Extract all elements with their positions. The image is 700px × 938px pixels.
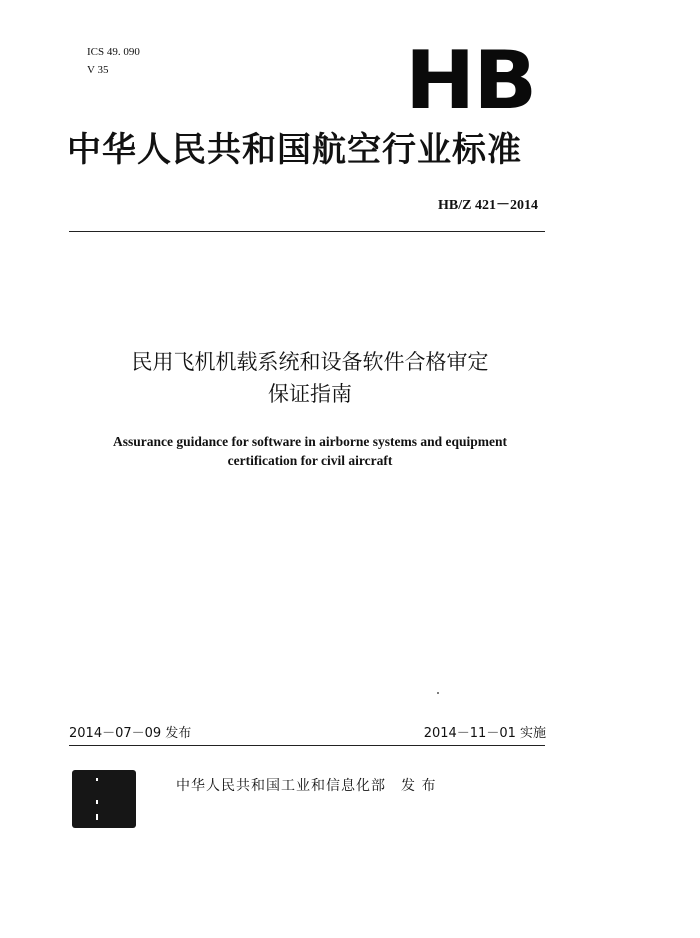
title-en-line2: certification for civil aircraft: [227, 453, 393, 468]
barcode-image: [72, 770, 136, 828]
class-code: V 35: [87, 64, 109, 76]
barcode-mark: [96, 800, 98, 804]
ics-code: ICS 49. 090: [87, 46, 140, 58]
bottom-divider: [69, 745, 545, 746]
hb-logo: HB: [405, 34, 536, 127]
standard-number: HB/Z 421－2014: [438, 198, 538, 213]
top-divider: [69, 231, 545, 232]
barcode-mark: [96, 814, 98, 820]
barcode-mark: [96, 778, 98, 781]
classification-codes: [87, 45, 140, 81]
publisher: 中华人民共和国工业和信息化部 发 布: [176, 778, 437, 794]
title-en-line1: Assurance guidance for software in airborne systems and equipment: [112, 434, 507, 449]
standard-series-title: 中华人民共和国航空行业标准: [67, 130, 522, 170]
issue-date: 2014－07－09 发布: [69, 726, 192, 741]
scan-speck: [437, 692, 439, 694]
title-cn-line2: 保证指南: [268, 382, 352, 406]
implement-date: 2014－11－01 实施: [423, 726, 546, 741]
title-cn-line1: 民用飞机机载系统和设备软件合格审定: [131, 350, 489, 374]
document-title-en: [60, 432, 560, 470]
document-title-cn: [70, 346, 550, 410]
